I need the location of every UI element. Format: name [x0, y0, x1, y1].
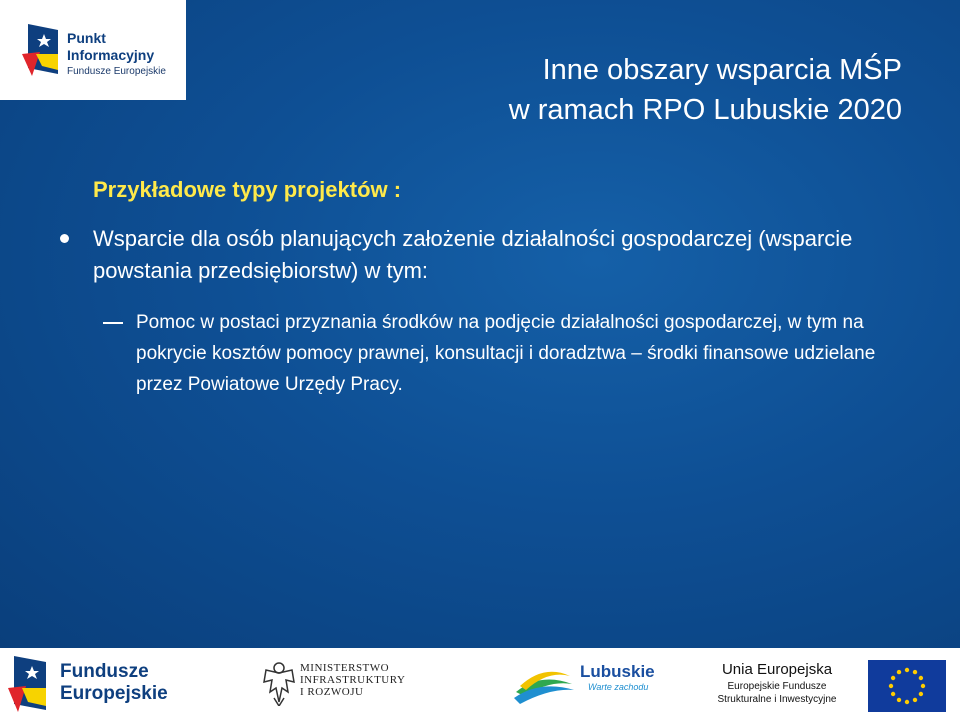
eu-star-icon	[913, 698, 917, 702]
eu-star-icon	[913, 670, 917, 674]
footer-logos	[0, 648, 960, 720]
fe-line2: Europejskie	[60, 683, 168, 704]
bullet-item	[60, 223, 920, 287]
slide-title-line1: Inne obszary wsparcia MŚP	[542, 54, 902, 86]
eu-star-icon	[919, 692, 923, 696]
ministry-text	[300, 662, 405, 698]
eu-star-icon	[919, 676, 923, 680]
logo-line-fundusze: Fundusze Europejskie	[67, 66, 166, 77]
region-slogan: Warte zachodu	[588, 682, 649, 692]
eu-title: Unia Europejska	[721, 661, 833, 678]
bullet-text: Wsparcie dla osób planujących założenie działalności gospodarczej (wsparcie powstania przedsiębiorstw) w tym:	[93, 226, 853, 283]
eu-flag-icon	[868, 660, 946, 712]
slide-title	[509, 50, 902, 130]
slide-title-line2: w ramach RPO Lubuskie 2020	[508, 94, 902, 126]
polish-eagle-icon	[262, 660, 296, 706]
eu-line1: Europejskie Fundusze	[727, 681, 827, 692]
bullet-dot-icon	[60, 234, 69, 243]
sub-bullet-text: Pomoc w postaci przyznania środków na podjęcie działalności gospodarczej, w tym na pokrycie kosztów pomocy prawnej, konsultacji i doradztwa – środki finansowe udzielane przez Powiatowe Urzędy Pracy.	[136, 312, 876, 395]
sub-bullet-item	[103, 307, 913, 400]
lubuskie-logo-icon	[510, 658, 578, 710]
eu-line2: Strukturalne i Inwestycyjne	[717, 694, 837, 705]
logo-line-punkt: Punkt	[67, 30, 106, 46]
fundusze-europejskie-text	[60, 661, 168, 705]
fe-line1: Fundusze	[60, 661, 149, 682]
fundusze-europejskie-flag-icon	[22, 24, 62, 76]
dash-icon	[103, 322, 123, 324]
fundusze-europejskie-flag-icon	[8, 656, 50, 712]
eu-star-icon	[889, 684, 893, 688]
region-name: Lubuskie	[580, 662, 655, 681]
eu-star-icon	[897, 698, 901, 702]
eu-star-icon	[891, 692, 895, 696]
ministry-line1: MINISTERSTWO	[300, 662, 390, 674]
ministry-line2: INFRASTRUKTURY	[300, 674, 406, 686]
logo-line-informacyjny: Informacyjny	[67, 47, 155, 63]
eu-star-icon	[891, 676, 895, 680]
punkt-informacyjny-logo	[0, 0, 186, 100]
eu-star-icon	[905, 668, 909, 672]
eu-star-icon	[921, 684, 925, 688]
eu-star-icon	[897, 670, 901, 674]
ministry-line3: I ROZWOJU	[300, 686, 364, 698]
eu-star-icon	[905, 700, 909, 704]
eu-text	[697, 660, 857, 706]
subheading: Przykładowe typy projektów :	[93, 177, 402, 202]
